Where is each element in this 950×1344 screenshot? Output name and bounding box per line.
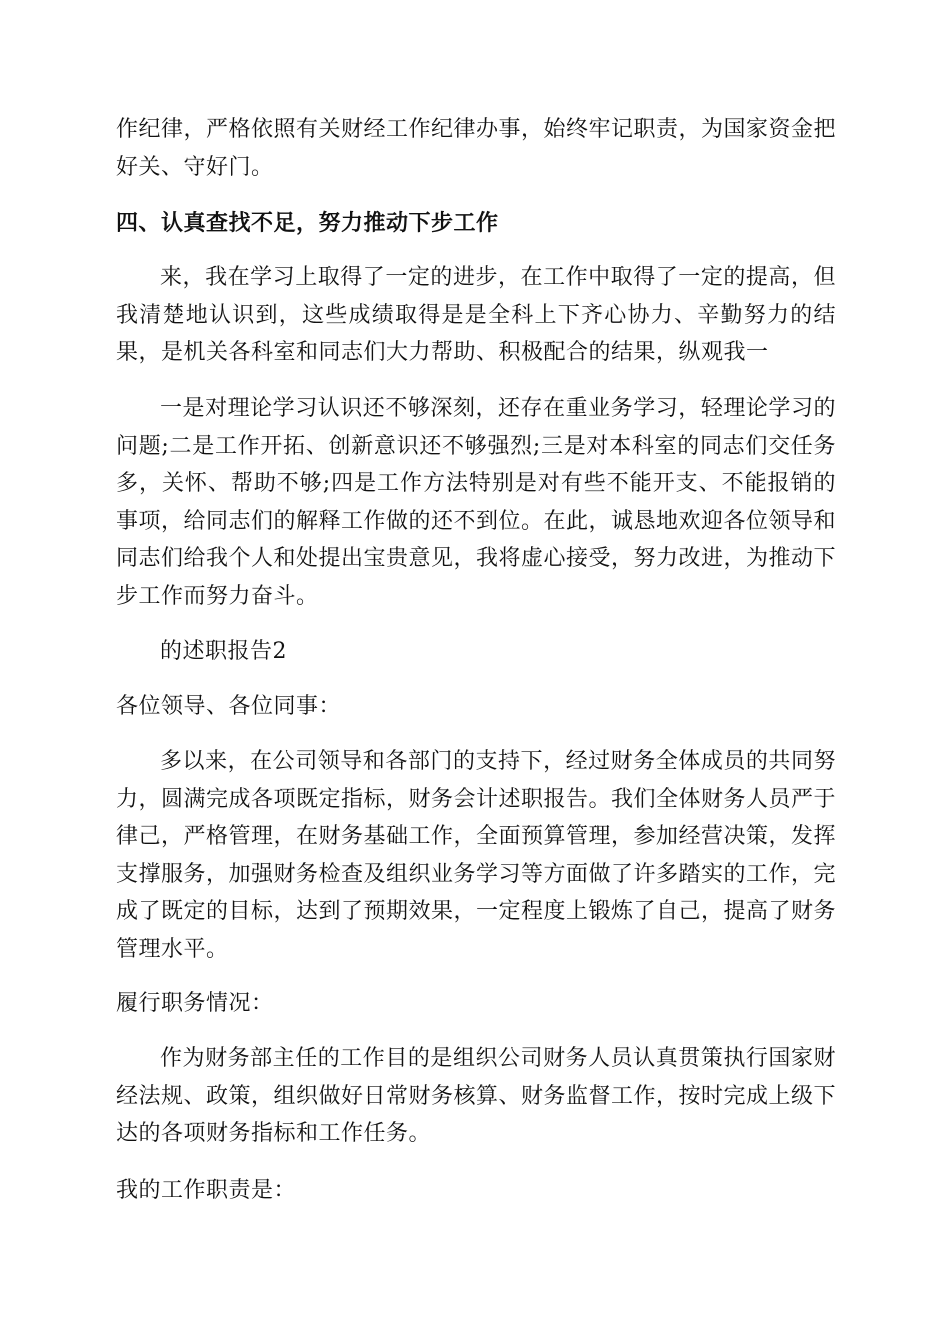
paragraph-shortcomings: 一是对理论学习认识还不够深刻，还存在重业务学习，轻理论学习的问题;二是工作开拓、创新意识还不够强烈;三是对本科室的同志们交任务多，关怀、帮助不够;四是工作方法特别是对有些不能开支、不能报销的事项，给同志们的解释工作做的还不到位。在此，诚恳地欢迎各位领导和同志们给我个人和处提出宝贵意见，我将虚心接受，努力改进，为推动下步工作而努力奋斗。 (116, 396, 837, 609)
paragraph-overview: 多以来，在公司领导和各部门的支持下，经过财务全体成员的共同努力，圆满完成各项既定指标，财务会计述职报告。我们全体财务人员严于律己，严格管理，在财务基础工作，全面预算管理，参加经营决策，发挥支撑服务，加强财务检查及组织业务学习等方面做了许多踏实的工作，完成了既定的目标，达到了预期效果，一定程度上锻炼了自己，提高了财务管理水平。 (116, 749, 837, 962)
paragraph-role-purpose: 作为财务部主任的工作目的是组织公司财务人员认真贯策执行国家财经法规、政策，组织做好日常财务核算、财务监督工作，按时完成上级下达的各项财务指标和工作任务。 (116, 1046, 837, 1146)
paragraph-work-discipline: 作纪律，严格依照有关财经工作纪律办事，始终牢记职责，为国家资金把好关、守好门。 (116, 117, 837, 180)
section-heading-4: 四、认真查找不足，努力推动下步工作 (116, 211, 499, 236)
section-my-duties-heading: 我的工作职责是： (116, 1178, 297, 1203)
greeting: 各位领导、各位同事： (116, 694, 342, 719)
section-duties-heading: 履行职务情况： (116, 991, 274, 1016)
paragraph-achievements: 来，我在学习上取得了一定的进步，在工作中取得了一定的提高，但我清楚地认识到，这些成绩取得是是全科上下齐心协力、辛勤努力的结果，是机关各科室和同志们大力帮助、积极配合的结果，纵观我一 (116, 265, 836, 365)
report-title: 的述职报告2 (160, 639, 287, 664)
